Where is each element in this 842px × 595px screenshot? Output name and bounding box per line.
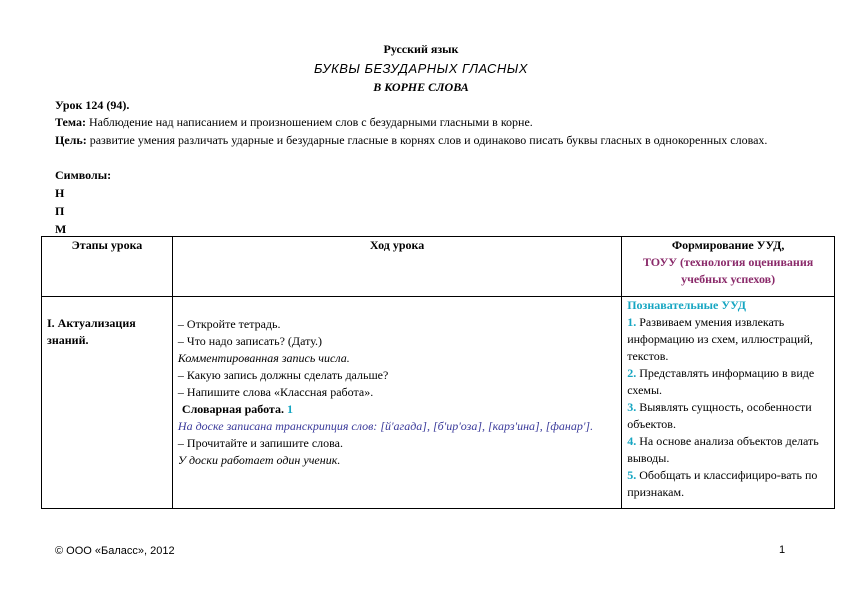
- goal-text: развитие умения различать ударные и безударные гласные в корнях слов и одинаково писать буквы гласных в однокоренных словах.: [86, 133, 768, 147]
- topic-label: Тема:: [55, 115, 86, 129]
- board-text: На доске записана транскрипция слов:: [177, 419, 381, 433]
- course-line: – Что надо записать? (Дату.): [177, 334, 323, 348]
- lesson-number: Урок 124 (94).: [55, 98, 130, 112]
- symbol-p: П: [55, 204, 65, 218]
- table-row: [42, 297, 835, 509]
- goal-label: Цель:: [55, 133, 87, 147]
- lesson-topic: [55, 114, 787, 131]
- course-line: – Напишите слова «Классная работа».: [177, 385, 374, 399]
- uud-item: 4. На основе анализа объектов делать выводы.: [627, 434, 819, 465]
- course-line: У доски работает один ученик.: [177, 453, 341, 467]
- uud-title: Познавательные УУД: [627, 298, 747, 312]
- board-transcription: [178, 418, 616, 435]
- course-line: – Какую запись должны сделать дальше?: [177, 368, 389, 382]
- course-cell: [172, 297, 621, 509]
- vocab-number: 1: [286, 402, 293, 416]
- subject-title: Русский язык: [383, 42, 459, 56]
- lesson-title-line2: В КОРНЕ СЛОВА: [373, 80, 469, 94]
- vocab-label: Словарная работа.: [181, 402, 284, 416]
- header-course: Ход урока: [172, 237, 621, 297]
- stage-cell: I. Актуализация знаний.: [42, 297, 173, 509]
- uud-item: 1. Развиваем умения извлекать информацию из схем, иллюстраций, текстов.: [627, 315, 813, 363]
- lesson-table: [41, 236, 835, 509]
- course-line: – Откройте тетрадь.: [177, 317, 281, 331]
- uud-item: 2. Представлять информацию в виде схемы.: [627, 366, 815, 397]
- course-line: Комментированная запись числа.: [177, 351, 350, 365]
- uud-item: 5. Обобщать и классифициро-вать по признакам.: [627, 468, 818, 499]
- lesson-goal: [55, 132, 787, 149]
- vocab-work: [178, 401, 616, 418]
- table-header-row: [42, 237, 835, 297]
- header-stages: Этапы урока: [42, 237, 173, 297]
- uud-item: 3. Выявлять сущность, особенности объектов.: [627, 400, 812, 431]
- lesson-title-line1: БУКВЫ БЕЗУДАРНЫХ ГЛАСНЫХ: [314, 61, 528, 76]
- course-line: – Прочитайте и запишите слова.: [177, 436, 343, 450]
- uud-cell: [622, 297, 835, 509]
- page-number: 1: [779, 544, 786, 556]
- footer-copyright: © ООО «Баласс», 2012: [55, 545, 175, 557]
- symbols-label: Символы:: [55, 168, 112, 182]
- topic-text: Наблюдение над написанием и произношением слов с безударными гласными в корне.: [85, 115, 533, 129]
- header-uud-line1: Формирование УУД,: [671, 238, 785, 252]
- transcription-words: [й'агада], [б'ир'оза], [карз'ина], [фанар'].: [380, 419, 594, 433]
- symbol-m: М: [55, 222, 67, 236]
- header-uud: [622, 237, 835, 297]
- header-touu: ТОУУ (технология оценивания учебных успехов): [642, 255, 814, 286]
- symbol-n: Н: [55, 186, 65, 200]
